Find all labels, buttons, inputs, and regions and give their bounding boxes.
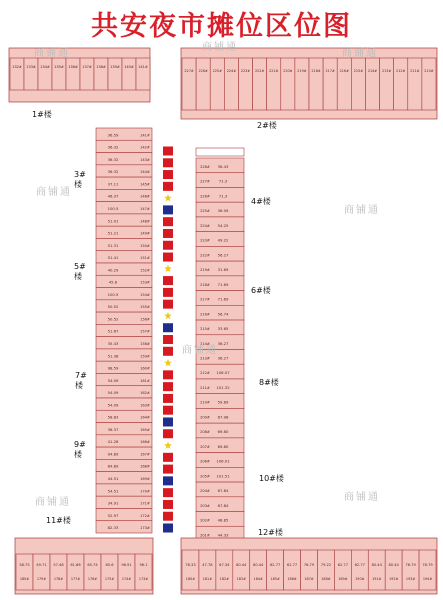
stall-bottom-left-area: 61.66	[70, 563, 81, 567]
stall-bottom-left	[118, 554, 135, 590]
stall-bottom-right-number: 184#	[253, 577, 263, 581]
watermark-8: 商铺通	[344, 492, 380, 503]
red-flag-marker	[163, 253, 173, 262]
stall-bottom-right-area: 76.79	[422, 563, 433, 567]
stall-bottom-right-area: 62.77	[286, 563, 298, 567]
stall-bottom-right-area: 62.77	[269, 563, 281, 567]
stall-left-area: 41.28	[107, 439, 119, 445]
red-flag-marker	[163, 229, 173, 238]
stall-left-number: 155#	[140, 305, 150, 310]
red-flag-marker	[163, 288, 173, 297]
stall-left-area: 54.09	[107, 402, 119, 408]
stall-right-number: 215#	[200, 327, 210, 332]
stall-bottom-left-number: 180#	[19, 577, 30, 581]
stall-right-area: 33.65	[217, 326, 229, 332]
stall-top-right-number: 222#	[254, 69, 265, 73]
stall-top-left	[66, 58, 80, 90]
red-flag-marker	[163, 276, 173, 285]
stall-bottom-right-area: 80.44	[253, 563, 264, 567]
stall-left-number: 167#	[140, 452, 150, 457]
stall-right-number: 222#	[200, 253, 210, 258]
building-label-1: 1#楼	[32, 110, 52, 119]
stall-left-number: 163#	[140, 403, 150, 408]
stall-top-right-number: 216#	[339, 69, 349, 73]
watermark-3: 商铺通	[342, 48, 378, 59]
blue-flag-marker	[163, 417, 173, 426]
stall-bottom-right	[199, 550, 216, 590]
stall-left-area: 50.52	[107, 316, 119, 322]
stall-left-area: 36.32	[107, 144, 119, 150]
stall-top-left-number: 134#	[40, 65, 50, 69]
stall-left-number: 142#	[140, 145, 150, 150]
stall-top-right	[408, 58, 422, 110]
stall-left-number: 152#	[140, 268, 150, 273]
stall-bottom-left-area: 65.6	[105, 563, 114, 567]
stall-left-area: 100.5	[107, 205, 119, 211]
building-label-9: 9# 楼	[74, 440, 86, 459]
stall-bottom-right-number: 186#	[287, 577, 297, 581]
stall-right-area: 71.3	[218, 193, 228, 199]
stall-bottom-right-area: 62.77	[337, 563, 349, 567]
stall-right-area: 36.09	[217, 208, 229, 214]
stall-left-area: 54.09	[107, 390, 119, 396]
stall-left-number: 157#	[140, 329, 150, 334]
star-marker	[164, 194, 172, 201]
stall-right-number: 205#	[200, 474, 210, 479]
stall-right-area: 31.69	[217, 267, 229, 273]
stall-bottom-left	[67, 554, 84, 590]
stall-right-area: 59.89	[217, 399, 229, 405]
stall-right-area: 101.51	[216, 473, 230, 479]
red-flag-marker	[163, 394, 173, 403]
stall-left-number: 143#	[140, 157, 150, 162]
stall-top-right	[394, 58, 408, 110]
stall-top-left-number: 132#	[12, 65, 22, 69]
stall-top-left-number: 140#	[124, 65, 134, 69]
stall-top-left-number: 135#	[54, 65, 64, 69]
stall-bottom-right-number: 189#	[338, 577, 348, 581]
stall-left-number: 147#	[140, 206, 150, 211]
stall-bottom-right	[419, 550, 436, 590]
stall-right-number: 212#	[200, 371, 210, 376]
watermark-4: 商铺通	[36, 187, 72, 198]
stall-right-area: 71.3	[218, 178, 228, 184]
watermark-5: 商铺通	[344, 205, 380, 216]
stall-right-number: 224#	[200, 223, 210, 228]
red-flag-marker	[163, 429, 173, 438]
red-flag-marker	[163, 453, 173, 462]
stall-left-area: 51.67	[107, 328, 119, 334]
stall-top-left-number: 133#	[26, 65, 36, 69]
stall-left-area: 51.21	[107, 230, 119, 236]
stall-bottom-right-number: 183#	[236, 577, 246, 581]
stall-left-number: 148#	[140, 219, 150, 224]
stall-bottom-right-area: 80.44	[388, 563, 399, 567]
stall-right-area: 36.27	[217, 355, 229, 361]
stall-bottom-left	[33, 554, 50, 590]
stall-top-right-number: 217#	[325, 69, 335, 73]
stall-top-right	[323, 58, 337, 110]
stall-left-area: 46.37	[107, 193, 119, 199]
stall-top-left	[10, 58, 24, 90]
stall-top-left-number: 139#	[110, 65, 120, 69]
stall-left-area: 51.31	[107, 242, 119, 248]
red-flag-marker	[163, 465, 173, 474]
building-label-4: 4#楼	[251, 197, 271, 206]
stall-bottom-left-number: 177#	[70, 577, 81, 581]
stall-bottom-left-area: 65.74	[87, 563, 98, 567]
stall-left-area: 35.43	[107, 340, 119, 346]
stall-top-right-number: 221#	[269, 69, 279, 73]
stall-right-number: 217#	[200, 297, 210, 302]
stall-top-right	[351, 58, 365, 110]
blue-flag-marker	[163, 476, 173, 485]
stall-bottom-right-area: 79.22	[320, 563, 332, 567]
stall-right-number: 213#	[200, 356, 210, 361]
stall-left-area: 44.51	[107, 475, 119, 481]
stall-top-left-number: 141#	[138, 65, 148, 69]
stall-left-number: 164#	[140, 415, 150, 420]
watermark-6: 商铺通	[182, 345, 218, 356]
stall-right-number: 223#	[200, 238, 210, 243]
stall-top-right-number: 210#	[424, 69, 434, 73]
stall-right-area: 36.27	[217, 340, 229, 346]
stall-right-number: 210#	[200, 400, 210, 405]
stall-top-left	[38, 58, 52, 90]
building-label-12: 12#楼	[258, 528, 283, 537]
stall-left-number: 169#	[140, 476, 150, 481]
stall-left-number: 149#	[140, 231, 150, 236]
stall-left-area: 36.32	[107, 169, 119, 175]
stall-right-area: 106.01	[216, 458, 230, 464]
stall-left-number: 141#	[140, 133, 150, 138]
stall-left-area: 36.32	[107, 156, 119, 162]
stall-right-area: 101.32	[216, 384, 230, 390]
building-label-5: 5# 楼	[74, 262, 86, 281]
stall-right-number: 216#	[200, 312, 210, 317]
stall-left-number: 172#	[140, 513, 150, 518]
stall-right-number: 227#	[200, 179, 210, 184]
stall-right-number: 204#	[200, 489, 210, 494]
stall-bottom-right-area: 76.79	[303, 563, 315, 567]
stall-right-number: 211#	[200, 385, 210, 390]
stall-bottom-right-area: 76.79	[405, 563, 416, 567]
stall-right-number: 214#	[200, 341, 210, 346]
stall-left-area: 54.51	[107, 488, 119, 494]
stall-top-right	[281, 58, 295, 110]
stall-left-area: 36.59	[107, 132, 119, 138]
red-flag-marker	[163, 370, 173, 379]
star-marker	[164, 265, 172, 272]
building-label-10: 10#楼	[259, 474, 284, 483]
building-label-7: 7# 楼	[75, 371, 87, 390]
stall-left-number: 166#	[140, 440, 150, 445]
stall-top-right	[309, 58, 323, 110]
stall-top-right	[196, 58, 210, 110]
stall-top-right	[253, 58, 267, 110]
stall-bottom-right-number: 192#	[389, 577, 399, 581]
stall-left-area: 94.89	[107, 451, 119, 457]
stall-right-area: 56.27	[217, 252, 229, 258]
building-label-11: 11#楼	[46, 516, 71, 525]
stall-bottom-left	[101, 554, 118, 590]
stall-left-area: 98.59	[107, 365, 119, 371]
stall-top-right-number: 213#	[381, 69, 392, 73]
stall-bottom-right-area: 78.33	[185, 563, 196, 567]
stall-bottom-right-number: 180#	[185, 577, 196, 581]
stall-top-right	[337, 58, 351, 110]
blue-flag-marker	[163, 524, 173, 533]
stall-right-number: 228#	[200, 165, 210, 170]
stall-right-area: 69.80	[217, 443, 229, 449]
stall-top-right	[224, 58, 238, 110]
stall-left-number: 168#	[140, 464, 150, 469]
red-flag-marker	[163, 182, 173, 191]
stall-top-left	[52, 58, 66, 90]
stall-bottom-right-area: 80.44	[236, 563, 247, 567]
stall-top-left	[80, 58, 94, 90]
stall-right-number: 226#	[200, 194, 210, 199]
stall-top-right-number: 218#	[311, 69, 321, 73]
red-flag-marker	[163, 158, 173, 167]
stall-left-number: 161#	[140, 378, 150, 383]
star-marker	[164, 442, 172, 449]
stall-bottom-right	[402, 550, 419, 590]
stall-top-right	[238, 58, 252, 110]
stall-right-number: 203#	[200, 503, 210, 508]
stall-top-left	[136, 58, 150, 90]
stall-right-number: 219#	[200, 268, 210, 273]
stall-bottom-left-number: 176#	[87, 577, 98, 581]
stall-bottom-left-area: 96.91	[121, 563, 132, 567]
stall-bottom-left-area: 96.1	[139, 563, 148, 567]
stall-bottom-left-area: 57.48	[53, 563, 64, 567]
stall-right-number: 202#	[200, 518, 210, 523]
stall-top-right	[182, 58, 196, 110]
stall-top-left	[24, 58, 38, 90]
stall-top-right-number: 212#	[396, 69, 406, 73]
stall-bottom-right-number: 185#	[270, 577, 280, 581]
stall-bottom-left	[84, 554, 101, 590]
red-flag-marker	[163, 170, 173, 179]
stall-left-area: 51.38	[107, 353, 119, 359]
stall-left-number: 170#	[140, 489, 150, 494]
stall-right-area: 36.43	[217, 164, 229, 170]
stall-left-number: 173#	[140, 526, 150, 531]
star-marker	[164, 312, 172, 319]
stall-right-area: 69.80	[217, 429, 229, 435]
stall-bottom-right	[385, 550, 402, 590]
building-label-6: 6#楼	[251, 286, 271, 295]
stall-bottom-left-number: 175#	[104, 577, 115, 581]
stall-top-left	[108, 58, 122, 90]
stall-bottom-right-area: 67.34	[219, 563, 230, 567]
stall-bottom-right-number: 187#	[304, 577, 314, 581]
stall-bottom-left-number: 178#	[53, 577, 64, 581]
blue-flag-marker	[163, 323, 173, 332]
stall-left-area: 37.11	[107, 181, 119, 187]
stall-bottom-right	[368, 550, 385, 590]
stall-left-area: 54.09	[107, 377, 119, 383]
stall-right-area: 49.22	[217, 237, 229, 243]
red-flag-marker	[163, 500, 173, 509]
red-flag-marker	[163, 335, 173, 344]
stall-right-number: 225#	[200, 209, 210, 214]
stall-right-number: 206#	[200, 459, 210, 464]
red-flag-marker	[163, 512, 173, 521]
stall-bottom-left	[135, 554, 152, 590]
stall-bottom-right-number: 194#	[422, 577, 433, 581]
building-label-8: 8#楼	[259, 378, 279, 387]
stall-left-number: 159#	[140, 354, 150, 359]
stall-top-right	[380, 58, 394, 110]
red-flag-marker	[163, 488, 173, 497]
stall-right-number: 208#	[200, 430, 210, 435]
blue-flag-marker	[163, 205, 173, 214]
stall-left-area: 50.52	[107, 304, 119, 310]
stall-left-number: 154#	[140, 292, 150, 297]
stall-left-number: 160#	[140, 366, 150, 371]
stall-top-right	[422, 58, 436, 110]
stall-left-number: 144#	[140, 170, 150, 175]
stall-bottom-right	[351, 550, 368, 590]
stall-right-area: 71.69	[217, 296, 229, 302]
stall-left-area: 51.41	[107, 255, 119, 261]
stall-right-empty	[196, 148, 244, 156]
stall-top-left-number: 138#	[96, 65, 106, 69]
watermark-2: 商铺通	[202, 42, 238, 53]
stall-top-right	[210, 58, 224, 110]
stall-top-right-number: 215#	[353, 69, 364, 73]
stall-left-area: 36.37	[107, 426, 119, 432]
stall-left-area: 84.89	[107, 463, 119, 469]
stall-bottom-right-number: 181#	[202, 577, 213, 581]
stall-bottom-right	[301, 550, 318, 590]
stall-left-number: 146#	[140, 194, 150, 199]
stall-bottom-left-area: 58.75	[19, 563, 30, 567]
stall-bottom-right-number: 193#	[405, 577, 416, 581]
stall-bottom-right	[182, 550, 199, 590]
stall-right-area: 54.25	[217, 222, 229, 228]
stall-bottom-right-area: 80.44	[371, 563, 382, 567]
stall-top-right-number: 225#	[212, 69, 222, 73]
stall-right-number: 218#	[200, 282, 210, 287]
stall-top-right-number: 219#	[297, 69, 307, 73]
stall-left-number: 165#	[140, 427, 150, 432]
stall-top-left-number: 137#	[82, 65, 92, 69]
stall-bottom-left	[50, 554, 67, 590]
red-flag-marker	[163, 382, 173, 391]
stall-bottom-right-number: 190#	[355, 577, 365, 581]
stall-bottom-right-area: 62.77	[354, 563, 365, 567]
stall-top-right-number: 226#	[198, 69, 208, 73]
stall-left-number: 162#	[140, 391, 150, 396]
watermark-7: 商铺通	[35, 497, 71, 508]
stall-left-number: 153#	[140, 280, 150, 285]
stall-left-number: 156#	[140, 317, 150, 322]
red-flag-marker	[163, 147, 173, 156]
stall-bottom-left-number: 174#	[121, 577, 132, 581]
stall-top-right-number: 214#	[367, 69, 378, 73]
stall-left-area: 34.91	[107, 500, 119, 506]
stall-top-right-number: 227#	[184, 69, 194, 73]
stall-bottom-left-number: 179#	[36, 577, 47, 581]
stall-right-number: 209#	[200, 415, 210, 420]
stall-left-number: 151#	[140, 256, 150, 261]
stall-right-number: 201#	[200, 533, 210, 538]
stall-top-right-number: 211#	[410, 69, 420, 73]
stall-top-right	[295, 58, 309, 110]
stall-left-area: 58.83	[107, 414, 119, 420]
building-label-3: 3# 楼	[74, 170, 86, 189]
stall-left-area: 82.33	[107, 525, 119, 531]
star-marker	[164, 359, 172, 366]
stall-bottom-right	[284, 550, 301, 590]
stall-right-area: 106.07	[216, 370, 230, 376]
stall-left-area: 51.01	[107, 218, 119, 224]
stall-top-right-number: 224#	[226, 69, 237, 73]
stall-bottom-left-number: 173#	[138, 577, 149, 581]
watermark-1: 商铺通	[34, 48, 70, 59]
stall-right-area: 44.33	[217, 532, 229, 538]
red-flag-marker	[163, 406, 173, 415]
stall-right-area: 67.84	[217, 502, 229, 508]
stall-left-area: 52.97	[107, 512, 119, 518]
stall-right-area: 67.98	[217, 414, 229, 420]
stall-top-left-number: 136#	[68, 65, 78, 69]
red-flag-marker	[163, 300, 173, 309]
building-label-2: 2#楼	[257, 121, 277, 130]
stall-bottom-left	[16, 554, 33, 590]
stall-bottom-right-number: 188#	[321, 577, 331, 581]
map-title: 共安夜市摊位区位图	[91, 11, 352, 42]
stall-right-area: 56.74	[217, 311, 229, 317]
stall-top-right	[365, 58, 379, 110]
red-flag-marker	[163, 347, 173, 356]
red-flag-marker	[163, 217, 173, 226]
stall-left-number: 150#	[140, 243, 150, 248]
stall-bottom-right-number: 182#	[219, 577, 229, 581]
stall-top-right-number: 220#	[283, 69, 293, 73]
stall-left-number: 158#	[140, 341, 150, 346]
stall-bottom-right	[233, 550, 250, 590]
stall-top-right	[267, 58, 281, 110]
stall-bottom-right	[250, 550, 267, 590]
stall-left-number: 171#	[140, 501, 150, 506]
stall-bottom-left-area: 49.71	[36, 563, 47, 567]
red-flag-marker	[163, 241, 173, 250]
stall-top-left	[94, 58, 108, 90]
stall-bottom-right	[334, 550, 351, 590]
stall-right-area: 48.85	[217, 517, 229, 523]
stall-top-right-number: 223#	[240, 69, 251, 73]
stall-left-number: 145#	[140, 182, 150, 187]
stall-bottom-right-number: 191#	[372, 577, 382, 581]
stall-right-number: 207#	[200, 444, 210, 449]
stall-left-area: 45.6	[108, 279, 118, 285]
stall-left-area: 40.29	[107, 267, 119, 273]
stall-bottom-right-area: 47.78	[202, 563, 213, 567]
stall-bottom-right	[216, 550, 233, 590]
stall-bottom-right	[267, 550, 284, 590]
stall-left-area: 100.5	[107, 291, 119, 297]
stall-top-left	[122, 58, 136, 90]
stall-bottom-right	[317, 550, 334, 590]
stall-right-area: 67.84	[217, 488, 229, 494]
stall-right-area: 71.69	[217, 281, 229, 287]
